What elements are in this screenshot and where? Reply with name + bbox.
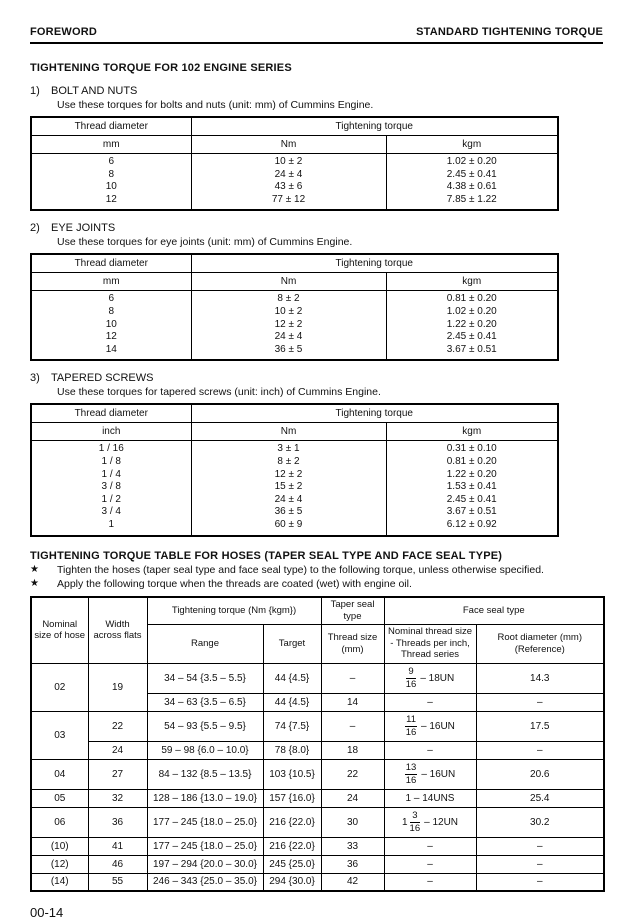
- torque-table-eye-joints: [30, 253, 559, 361]
- hose-table-cell: 46: [88, 855, 147, 873]
- hose-table-cell: –: [384, 837, 476, 855]
- fraction-numerator: 3: [410, 811, 421, 823]
- hose-table-cell: –: [384, 873, 476, 891]
- hose-table-row: [31, 855, 604, 873]
- subsection-tapered-screws: [30, 372, 603, 536]
- hose-table-cell: 245 {25.0}: [263, 855, 321, 873]
- fraction-numerator: 11: [406, 713, 416, 725]
- hose-table-cell: 27: [88, 759, 147, 789]
- hose-table-cell: 03: [31, 711, 88, 759]
- page-number: 00-14: [30, 905, 64, 920]
- hose-table-cell: (12): [31, 855, 88, 873]
- hose-table-cell: –: [321, 711, 384, 741]
- subsection-heading: [30, 85, 603, 97]
- subsection-heading: [30, 222, 603, 234]
- hose-table-cell: 55: [88, 873, 147, 891]
- torque-value: 77 ± 12: [271, 193, 306, 205]
- torque-value: 1.02 ± 0.20: [446, 156, 497, 167]
- hose-torque-table: [30, 596, 605, 893]
- hose-note-text: Apply the following torque when the threads are coated (wet) with engine oil.: [57, 577, 412, 590]
- hose-col-nominal-size: Nominal size of hose: [31, 597, 88, 664]
- hose-table-cell: 177 – 245 {18.0 – 25.0}: [147, 837, 263, 855]
- hose-table-cell: [384, 663, 476, 693]
- thread-size-fraction: [405, 761, 456, 786]
- unit-header-kgm: kgm: [386, 136, 558, 154]
- torque-value: 1.22 ± 0.20: [446, 468, 497, 480]
- hose-col-face-seal-group: Face seal type: [384, 597, 604, 625]
- hose-col-range: Range: [147, 624, 263, 663]
- hose-col-torque-group: Tightening torque (Nm {kgm}): [147, 597, 321, 625]
- hose-table-cell: 84 – 132 {8.5 – 13.5}: [147, 759, 263, 789]
- torque-values-row: [31, 291, 558, 360]
- torque-table-tapered-screws: [30, 403, 559, 536]
- torque-value: 24 ± 4: [274, 331, 303, 343]
- hose-table-cell: 44 {4.5}: [263, 663, 321, 693]
- torque-values-cell: [386, 154, 558, 211]
- hose-table-cell: –: [476, 855, 604, 873]
- col-header-tightening-torque: Tightening torque: [191, 117, 558, 136]
- hose-table-cell: (14): [31, 873, 88, 891]
- subsection-description: Use these torques for bolts and nuts (unit: mm) of Cummins Engine.: [57, 99, 374, 111]
- hose-table-cell: –: [476, 837, 604, 855]
- hose-table-cell: –: [476, 693, 604, 711]
- hose-table-cell: –: [384, 693, 476, 711]
- torque-value: 8 ± 2: [277, 293, 300, 305]
- hose-table-cell: 17.5: [476, 711, 604, 741]
- hose-table-cell: (10): [31, 837, 88, 855]
- hose-note-text: Tighten the hoses (taper seal type and face seal type) to the following torque, unless otherwise specified.: [57, 563, 544, 576]
- hose-table-cell: 103 {10.5}: [263, 759, 321, 789]
- torque-value: 36 ± 5: [274, 506, 303, 518]
- torque-value: 2.45 ± 0.41: [446, 168, 497, 180]
- torque-value: 12: [105, 331, 117, 343]
- torque-value: 2.45 ± 0.41: [446, 493, 497, 505]
- torque-value: 8: [108, 305, 115, 317]
- hose-table-cell: 06: [31, 807, 88, 837]
- subsection-description: Use these torques for tapered screws (unit: inch) of Cummins Engine.: [57, 386, 381, 399]
- fraction: [405, 763, 418, 786]
- torque-value: 15 ± 2: [274, 481, 303, 493]
- hose-table-cell: –: [476, 873, 604, 891]
- torque-values-cell: [31, 291, 191, 360]
- subsection-description: Use these torques for eye joints (unit: mm) of Cummins Engine.: [57, 236, 353, 249]
- torque-value: 3.67 ± 0.51: [446, 506, 497, 518]
- torque-value: 36 ± 5: [274, 343, 303, 355]
- unit-header-nm: Nm: [191, 423, 386, 441]
- col-header-thread-diameter: Thread diameter: [31, 117, 191, 136]
- page-header: [30, 26, 603, 44]
- hose-table-cell: 42: [321, 873, 384, 891]
- thread-series-suffix: – 12UN: [424, 816, 459, 828]
- hose-col-target: Target: [263, 624, 321, 663]
- hose-col-nominal-thread: Nominal thread size - Threads per inch, Thread series: [384, 624, 476, 663]
- hose-table-cell: –: [476, 741, 604, 759]
- torque-value: 6: [108, 156, 115, 167]
- hose-table-cell: 294 {30.0}: [263, 873, 321, 891]
- hose-table-cell: [384, 759, 476, 789]
- hose-note-1: [30, 564, 603, 576]
- unit-header-kgm: kgm: [386, 273, 558, 291]
- subsection-name: BOLT AND NUTS: [51, 85, 138, 97]
- hose-table-cell: 41: [88, 837, 147, 855]
- thread-series-suffix: – 16UN: [421, 720, 455, 732]
- subsection-heading: [30, 372, 603, 384]
- header-right-label: STANDARD TIGHTENING TORQUE: [416, 26, 603, 38]
- hose-table-cell: 25.4: [476, 789, 604, 807]
- torque-values-cell: [31, 154, 191, 211]
- hose-table-row: [31, 873, 604, 891]
- unit-header-mm: mm: [31, 273, 191, 291]
- fraction: [406, 667, 417, 690]
- torque-value: 43 ± 6: [274, 181, 303, 193]
- torque-value: 3.67 ± 0.51: [446, 343, 497, 355]
- fraction: [410, 811, 421, 834]
- torque-value: 1: [108, 518, 115, 530]
- hose-table-cell: 14: [321, 693, 384, 711]
- thread-size-fraction: [401, 809, 459, 834]
- torque-value: 10 ± 2: [274, 156, 303, 167]
- torque-value: 4.38 ± 0.61: [446, 181, 497, 193]
- thread-series-suffix: – 16UN: [421, 768, 456, 780]
- hose-table-cell: –: [321, 663, 384, 693]
- torque-value: 10: [105, 318, 117, 330]
- hose-table-cell: 197 – 294 {20.0 – 30.0}: [147, 855, 263, 873]
- hose-table-cell: 34 – 54 {3.5 – 5.5}: [147, 663, 263, 693]
- hose-section-title: TIGHTENING TORQUE TABLE FOR HOSES (TAPER SEAL TYPE AND FACE SEAL TYPE): [30, 549, 503, 562]
- col-header-thread-diameter: Thread diameter: [31, 404, 191, 423]
- hose-table-cell: –: [384, 855, 476, 873]
- hose-col-root-diameter: Root diameter (mm) (Reference): [476, 624, 604, 663]
- subsection-number: 3): [30, 372, 40, 385]
- star-icon: ★: [30, 577, 39, 589]
- torque-value: 12 ± 2: [274, 318, 303, 330]
- hose-col-taper-seal-group: Taper seal type: [321, 597, 384, 625]
- unit-header-nm: Nm: [191, 136, 386, 154]
- fraction-numerator: 9: [406, 667, 417, 679]
- hose-table-row: [31, 837, 604, 855]
- hose-table-cell: 128 – 186 {13.0 – 19.0}: [147, 789, 263, 807]
- hose-table-cell: 44 {4.5}: [263, 693, 321, 711]
- torque-values-cell: [386, 441, 558, 536]
- hose-table-cell: 216 {22.0}: [263, 837, 321, 855]
- hose-table-cell: 22: [321, 759, 384, 789]
- fraction-whole: 1: [401, 816, 408, 828]
- torque-value: 12 ± 2: [274, 468, 303, 480]
- hose-table-cell: –: [384, 741, 476, 759]
- torque-values-cell: [191, 154, 386, 211]
- torque-value: 24 ± 4: [274, 493, 303, 505]
- hose-table-cell: 24: [321, 789, 384, 807]
- torque-table-bolt-and-nuts: [30, 116, 559, 211]
- hose-table-cell: 59 – 98 {6.0 – 10.0}: [147, 741, 263, 759]
- hose-table-row: [31, 663, 604, 693]
- thread-size-fraction: [405, 665, 455, 690]
- hose-col-width-flats: Width across flats: [88, 597, 147, 664]
- col-header-thread-diameter: Thread diameter: [31, 254, 191, 273]
- torque-values-row: [31, 154, 558, 211]
- hose-table-cell: 216 {22.0}: [263, 807, 321, 837]
- hose-table-cell: 78 {8.0}: [263, 741, 321, 759]
- torque-values-cell: [31, 441, 191, 536]
- unit-header-inch: inch: [31, 423, 191, 441]
- torque-value: 8 ± 2: [277, 455, 300, 467]
- torque-value: 1 / 4: [101, 468, 121, 480]
- unit-header-nm: Nm: [191, 273, 386, 291]
- hose-table-cell: 04: [31, 759, 88, 789]
- torque-values-cell: [191, 291, 386, 360]
- hose-note-2: [30, 578, 603, 590]
- hose-table-cell: 34 – 63 {3.5 – 6.5}: [147, 693, 263, 711]
- torque-value: 8: [108, 168, 115, 180]
- torque-value: 14: [105, 343, 117, 355]
- torque-value: 1 / 2: [101, 493, 121, 505]
- hose-table-cell: 36: [321, 855, 384, 873]
- hose-table-cell: 157 {16.0}: [263, 789, 321, 807]
- fraction-denominator: 16: [405, 726, 417, 738]
- torque-value: 1.02 ± 0.20: [446, 305, 497, 317]
- hose-table-row: [31, 711, 604, 741]
- subsection-number: 2): [30, 222, 40, 235]
- col-header-tightening-torque: Tightening torque: [191, 404, 558, 423]
- unit-header-kgm: kgm: [386, 423, 558, 441]
- hose-table-cell: 30: [321, 807, 384, 837]
- subsection-eye-joints: [30, 222, 603, 361]
- header-left-label: FOREWORD: [30, 26, 97, 38]
- hose-table-cell: 36: [88, 807, 147, 837]
- torque-value: 1.22 ± 0.20: [446, 318, 497, 330]
- torque-value: 10: [105, 181, 117, 193]
- fraction-denominator: 16: [405, 774, 417, 786]
- torque-values-row: [31, 441, 558, 536]
- hose-table-cell: 05: [31, 789, 88, 807]
- torque-values-cell: [191, 441, 386, 536]
- hose-table-cell: 20.6: [476, 759, 604, 789]
- torque-value: 1.53 ± 0.41: [446, 481, 497, 493]
- torque-value: 60 ± 9: [274, 518, 303, 530]
- hose-table-cell: 19: [88, 663, 147, 711]
- torque-value: 12: [105, 193, 117, 205]
- hose-table-cell: 22: [88, 711, 147, 741]
- hose-table-cell: [384, 807, 476, 837]
- hose-table-cell: 14.3: [476, 663, 604, 693]
- hose-table-row: [31, 789, 604, 807]
- hose-table-cell: 18: [321, 741, 384, 759]
- fraction-numerator: 13: [405, 761, 417, 773]
- torque-value: 3 / 4: [101, 506, 121, 518]
- fraction-denominator: 16: [409, 822, 421, 834]
- hose-table-cell: 33: [321, 837, 384, 855]
- torque-value: 2.45 ± 0.41: [446, 331, 497, 343]
- torque-value: 1 / 8: [101, 455, 121, 467]
- hose-table-cell: 1 – 14UNS: [384, 789, 476, 807]
- subsection-number: 1): [30, 85, 40, 97]
- torque-value: 6: [108, 293, 115, 305]
- hose-table-cell: 246 – 343 {25.0 – 35.0}: [147, 873, 263, 891]
- torque-value: 7.85 ± 1.22: [446, 193, 497, 205]
- torque-value: 0.81 ± 0.20: [446, 293, 497, 305]
- section-title-102-engine: TIGHTENING TORQUE FOR 102 ENGINE SERIES: [30, 62, 292, 74]
- hose-table-cell: 24: [88, 741, 147, 759]
- torque-value: 24 ± 4: [274, 168, 303, 180]
- hose-table-row: [31, 807, 604, 837]
- torque-value: 3 / 8: [101, 481, 121, 493]
- hose-table-row: [31, 741, 604, 759]
- torque-value: 0.31 ± 0.10: [446, 443, 497, 455]
- torque-value: 0.81 ± 0.20: [446, 455, 497, 467]
- torque-value: 10 ± 2: [274, 305, 303, 317]
- col-header-tightening-torque: Tightening torque: [191, 254, 558, 273]
- subsection-name: TAPERED SCREWS: [51, 372, 154, 385]
- hose-col-thread-size: Thread size (mm): [321, 624, 384, 663]
- hose-table-cell: 177 – 245 {18.0 – 25.0}: [147, 807, 263, 837]
- hose-table-cell: 54 – 93 {5.5 – 9.5}: [147, 711, 263, 741]
- subsection-bolt-and-nuts: [30, 85, 603, 211]
- torque-value: 1 / 16: [98, 443, 124, 455]
- torque-value: 3 ± 1: [277, 443, 300, 455]
- hose-table-row: [31, 759, 604, 789]
- thread-series-suffix: – 18UN: [420, 672, 455, 684]
- hose-table-cell: 32: [88, 789, 147, 807]
- hose-table-cell: 02: [31, 663, 88, 711]
- torque-values-cell: [386, 291, 558, 360]
- hose-table-cell: 74 {7.5}: [263, 711, 321, 741]
- hose-table-cell: 30.2: [476, 807, 604, 837]
- fraction-denominator: 16: [405, 678, 417, 690]
- subsection-name: EYE JOINTS: [51, 222, 116, 235]
- torque-value: 6.12 ± 0.92: [446, 518, 497, 530]
- hose-table-cell: [384, 711, 476, 741]
- unit-header-mm: mm: [31, 136, 191, 154]
- star-icon: ★: [30, 563, 39, 575]
- thread-size-fraction: [405, 713, 455, 738]
- fraction: [405, 715, 417, 738]
